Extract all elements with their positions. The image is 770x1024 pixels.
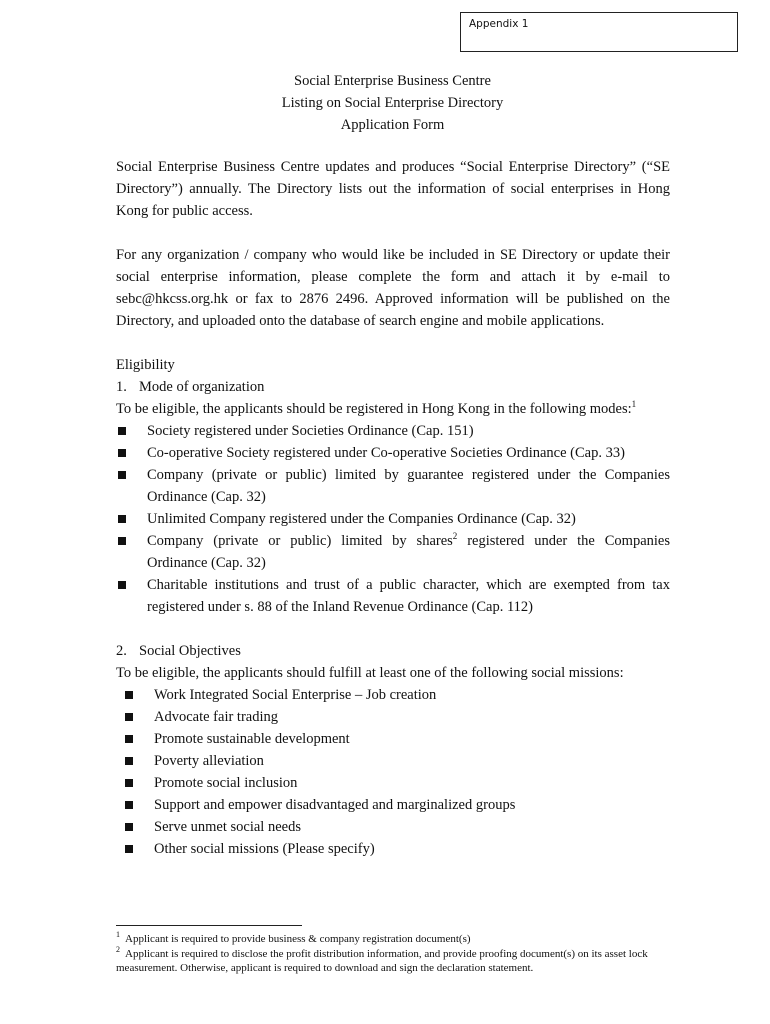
footnote-text: Applicant is required to provide business & company registration document(s) [125,933,471,945]
bullet-square-icon [125,713,133,721]
list-item [116,420,670,442]
title-line-1: Social Enterprise Business Centre [294,73,491,89]
footnote-ref-1: 1 [631,399,637,410]
footnote-number: 1 [116,930,120,940]
mode-intro [116,398,670,420]
list-item-text: Promote sustainable development [154,731,350,747]
bullet-square-icon [125,757,133,765]
list-item [116,464,670,508]
list-item-text: Company (private or public) limited by shares [147,533,453,549]
list-item-text: Poverty alleviation [154,753,264,769]
list-item [116,706,670,728]
list-item-text: Serve unmet social needs [154,819,301,835]
bullet-square-icon [118,537,126,545]
bullet-square-icon [118,471,126,479]
intro-paragraph-1: Social Enterprise Business Centre updates and produces “Social Enterprise Directory” (“SE Directory”) annually. The Directory lists out the information of social enterprises in Hong Kong for public access. [116,159,670,219]
list-item-text: Promote social inclusion [154,775,298,791]
mode-heading [116,376,670,398]
intro-paragraph-2: For any organization / company who would like be included in SE Directory or update their social enterprise information, please complete the form and attach it by e-mail to sebc@hkcss.org.hk or fax to 2876 2496. Approved information will be published on the Directory, and uploaded onto the database of search engine and mobile applications. [116,247,670,329]
list-item-text: Company (private or public) limited by guarantee registered under the Companies Ordinance (Cap. 32) [147,467,670,505]
title-line-3: Application Form [340,117,445,133]
bullet-square-icon [125,691,133,699]
mode-intro-text: To be eligible, the applicants should be registered in Hong Kong in the following modes: [116,401,632,417]
appendix-label-box [460,12,738,52]
list-item-text: Charitable institutions and trust of a public character, which are exempted from tax registered under s. 88 of the Inland Revenue Ordinance (Cap. 112) [147,577,670,615]
list-item-text: Advocate fair trading [154,709,279,725]
bullet-square-icon [125,735,133,743]
list-item [116,838,670,860]
appendix-label: Appendix 1 [469,18,529,30]
objectives-heading [116,640,670,662]
list-item [116,574,670,618]
mode-title: Mode of organization [139,379,265,395]
list-item [116,508,670,530]
mode-number: 1. [116,379,127,395]
list-item [116,794,670,816]
eligibility-section [116,354,670,860]
eligibility-heading: Eligibility [116,357,175,373]
list-item [116,530,670,574]
list-item-text: Work Integrated Social Enterprise – Job creation [154,687,437,703]
list-item [116,772,670,794]
bullet-square-icon [118,449,126,457]
footnote-2 [116,944,670,976]
list-item [116,750,670,772]
list-item [116,684,670,706]
bullet-square-icon [118,427,126,435]
list-item-text: Support and empower disadvantaged and marginalized groups [154,797,516,813]
list-item-text: Unlimited Company registered under the Companies Ordinance (Cap. 32) [147,511,576,527]
bullet-square-icon [125,801,133,809]
mode-list [116,420,670,618]
bullet-square-icon [125,779,133,787]
form-body [116,156,670,860]
bullet-square-icon [125,845,133,853]
footnote-divider [116,925,302,926]
bullet-square-icon [125,823,133,831]
list-item [116,442,670,464]
objectives-number: 2. [116,643,127,659]
objectives-list [116,684,670,860]
bullet-square-icon [118,515,126,523]
form-title [115,70,670,136]
objectives-title: Social Objectives [139,643,241,659]
footnotes [116,932,670,976]
list-item-text: Society registered under Societies Ordinance (Cap. 151) [147,423,474,439]
list-item [116,816,670,838]
footnote-ref-2: 2 [452,531,458,542]
footnote-text: Applicant is required to disclose the profit distribution information, and provide proofing document(s) on its asset lock measurement. Otherwise, applicant is required to download and sign the declaration statement. [116,947,648,974]
list-item-text: Co-operative Society registered under Co-operative Societies Ordinance (Cap. 33) [147,445,625,461]
footnote-1 [116,932,670,947]
list-item-text-continued: registered under the Companies Ordinance (Cap. 32) [147,533,671,571]
objectives-intro: To be eligible, the applicants should fulfill at least one of the following social missions: [116,665,624,681]
list-item [116,728,670,750]
title-line-2: Listing on Social Enterprise Directory [281,95,504,111]
footnote-number: 2 [116,944,120,954]
bullet-square-icon [118,581,126,589]
list-item-text: Other social missions (Please specify) [154,841,375,857]
